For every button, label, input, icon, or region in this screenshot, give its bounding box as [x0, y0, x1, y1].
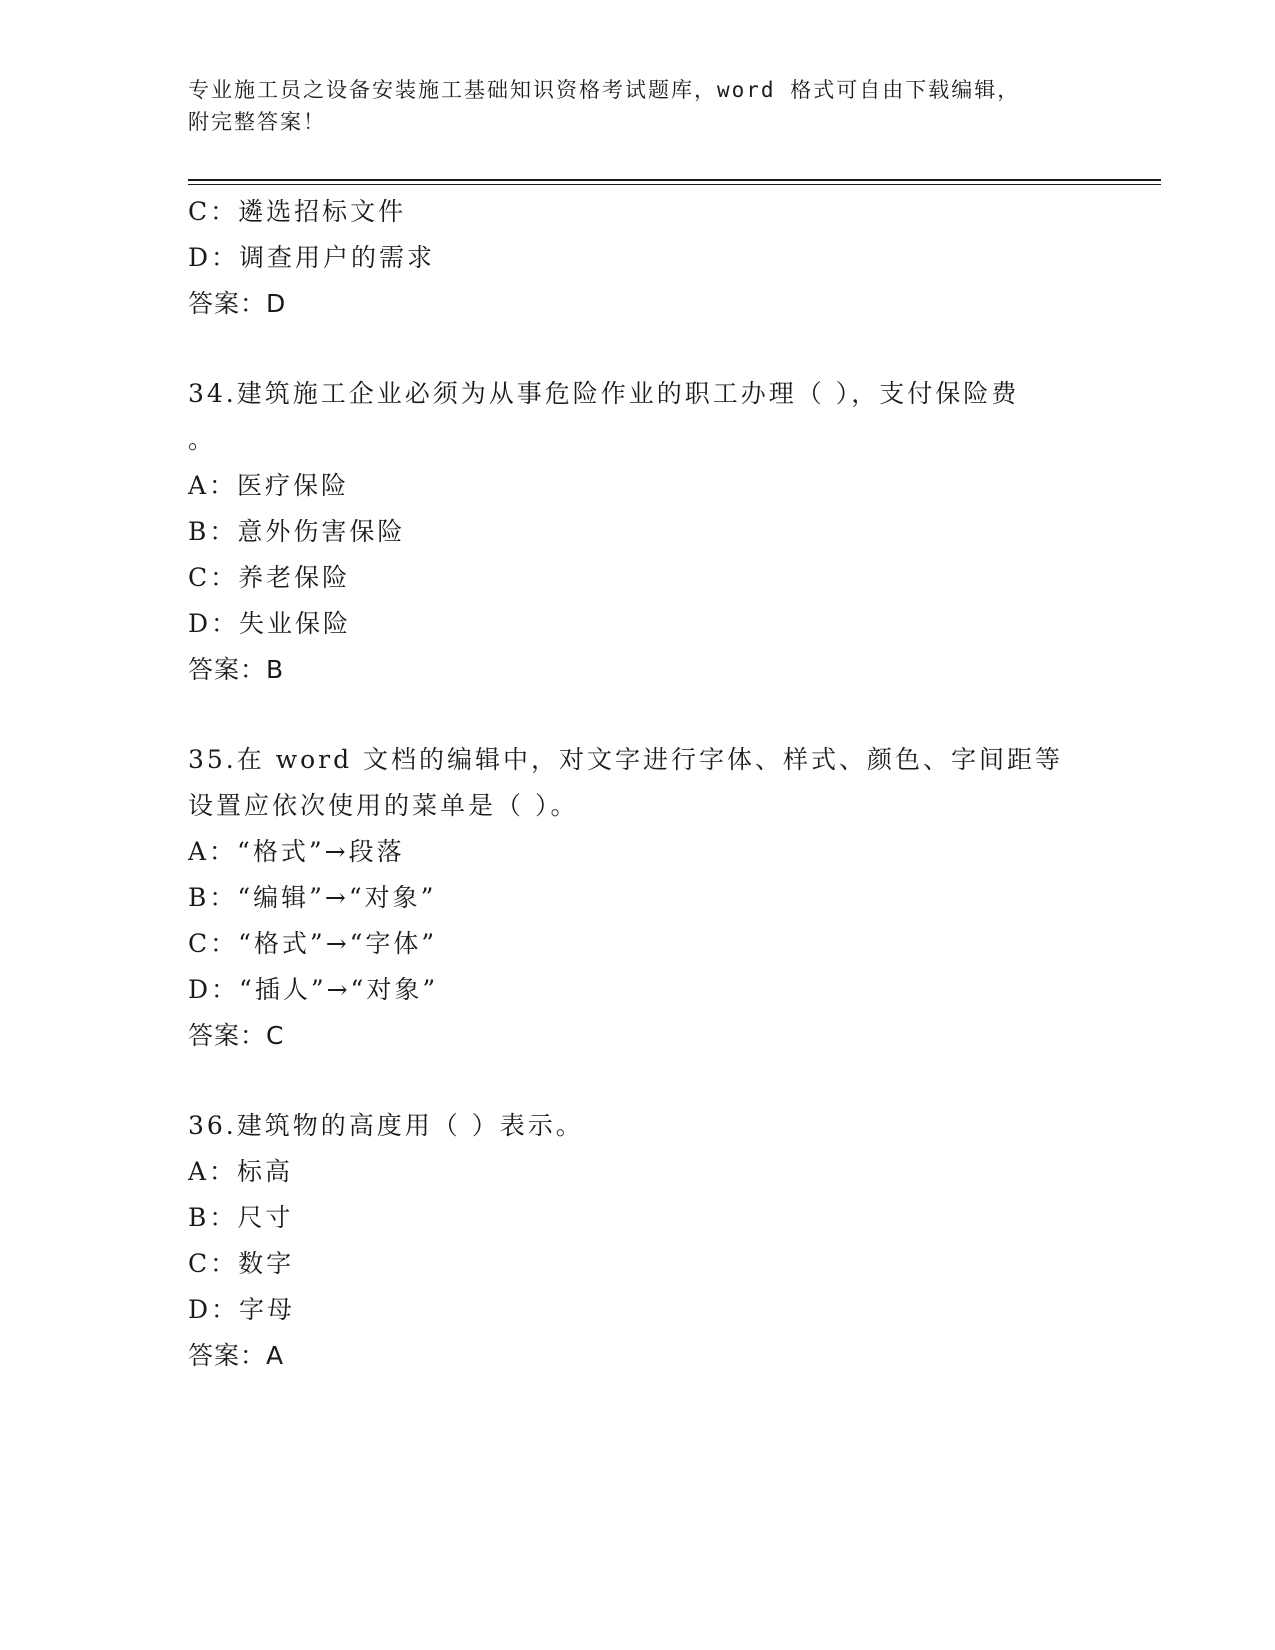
document-body [188, 189, 1088, 1379]
option-d: D：“插人”→“对象” [188, 975, 439, 1004]
option-a: A：“格式”→段落 [188, 837, 405, 866]
answer-line: 答案：B [188, 655, 285, 684]
option-a: A：标高 [188, 1157, 294, 1186]
question-35 [188, 737, 1088, 1059]
question-stem-continued: 设置应依次使用的菜单是（ ）。 [188, 791, 579, 820]
answer-line: 答案：C [188, 1021, 285, 1050]
question-34 [188, 371, 1088, 693]
question-stem: 34.建筑施工企业必须为从事危险作业的职工办理（ ），支付保险费 [188, 379, 1020, 408]
option-b: B：尺寸 [188, 1203, 294, 1232]
option-d: D：调查用户的需求 [188, 243, 436, 272]
question-stem-continued: 。 [188, 425, 217, 454]
option-b: B：“编辑”→“对象” [188, 883, 437, 912]
option-d: D：字母 [188, 1295, 296, 1324]
answer-line: 答案：A [188, 1341, 285, 1370]
option-c: C：遴选招标文件 [188, 197, 407, 226]
header-line-2: 附完整答案！ [188, 110, 326, 134]
option-a: A：医疗保险 [188, 471, 350, 500]
answer-line: 答案：D [188, 289, 287, 318]
header-line-1: 专业施工员之设备安装施工基础知识资格考试题库，word 格式可自由下载编辑， [188, 78, 1021, 102]
prev-question [188, 189, 1088, 327]
option-c: C：养老保险 [188, 563, 351, 592]
question-stem: 36.建筑物的高度用（ ）表示。 [188, 1111, 584, 1140]
header-divider-thick [188, 179, 1161, 181]
question-stem: 35.在 word 文档的编辑中，对文字进行字体、样式、颜色、字间距等 [188, 745, 1064, 774]
document-header [188, 74, 1088, 138]
option-b: B：意外伤害保险 [188, 517, 406, 546]
option-c: C：数字 [188, 1249, 295, 1278]
header-divider-thin [188, 184, 1161, 185]
question-36 [188, 1103, 1088, 1379]
option-c: C：“格式”→“字体” [188, 929, 438, 958]
option-d: D：失业保险 [188, 609, 352, 638]
